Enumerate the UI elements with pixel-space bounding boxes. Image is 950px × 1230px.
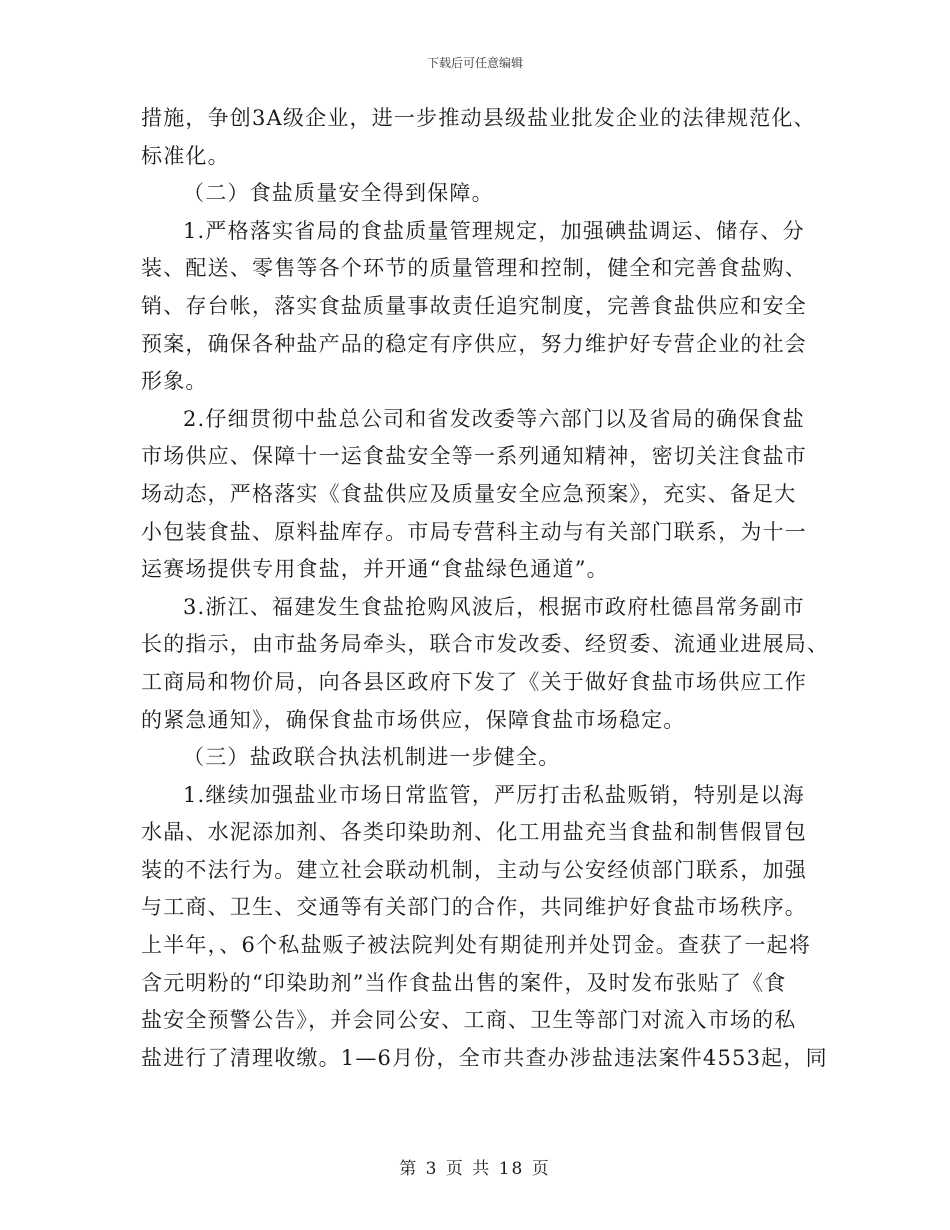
text-line: 盐安全预警公告》，并会同公安、工商、卫生等部门对流入市场的私 — [141, 1008, 797, 1033]
text-line: 含元明粉的“印染助剂”当作食盐出售的案件，及时发布张贴了《食 — [141, 970, 787, 995]
page-number: 第 3 页 共 18 页 — [399, 1159, 551, 1179]
text-line: 场动态，严格落实《食盐供应及质量安全应急预案》，充实、备足大 — [141, 481, 797, 506]
text-line: 销、存台帐，落实食盐质量事故责任追究制度，完善食盐供应和安全 — [141, 293, 807, 318]
text-line: 水晶、水泥添加剂、各类印染助剂、化工用盐充当食盐和制售假冒包 — [141, 820, 807, 845]
section-heading: （二）食盐质量安全得到保障。 — [183, 181, 494, 206]
text-line: 1.继续加强盐业市场日常监管，严厉打击私盐贩销，特别是以海 — [183, 782, 805, 807]
document-body — [141, 100, 830, 1077]
text-line: 标准化。 — [141, 143, 230, 168]
page-header: 下载后可任意编辑 — [426, 56, 523, 70]
text-line: 盐进行了清理收缴。1—6月份，全市共查办涉盐违法案件4553起，同 — [141, 1045, 828, 1070]
text-line: 形象。 — [141, 369, 208, 394]
section-heading: （三）盐政联合执法机制进一步健全。 — [183, 745, 561, 770]
text-line: 3.浙江、福建发生食盐抢购风波后，根据市政府杜德昌常务副市 — [183, 594, 805, 619]
text-line: 2.仔细贯彻中盐总公司和省发改委等六部门以及省局的确保食盐 — [183, 406, 805, 431]
text-line: 1.严格落实省局的食盐质量管理规定，加强碘盐调运、储存、分 — [183, 218, 805, 243]
text-line: 的紧急通知》，确保食盐市场供应，保障食盐市场稳定。 — [141, 707, 686, 732]
text-line: 运赛场提供专用食盐，并开通“食盐绿色通道”。 — [141, 557, 609, 582]
text-line: 小包装食盐、原料盐库存。市局专营科主动与有关部门联系，为十一 — [141, 519, 807, 544]
text-line: 与工商、卫生、交通等有关部门的合作，共同维护好食盐市场秩序。 — [141, 895, 807, 920]
text-line: 市场供应、保障十一运食盐安全等一系列通知精神，密切关注食盐市 — [141, 444, 807, 469]
text-line: 装、配送、零售等各个环节的质量管理和控制，健全和完善食盐购、 — [141, 256, 807, 281]
text-line: 长的指示，由市盐务局牵头，联合市发改委、经贸委、流通业进展局、 — [141, 632, 830, 657]
text-line: 预案，确保各种盐产品的稳定有序供应，努力维护好专营企业的社会 — [141, 331, 807, 356]
text-line: 工商局和物价局，向各县区政府下发了《关于做好食盐市场供应工作 — [141, 669, 807, 694]
text-line: 上半年，、6个私盐贩子被法院判处有期徒刑并处罚金。查获了一起将 — [141, 933, 812, 958]
text-line: 装的不法行为。建立社会联动机制，主动与公安经侦部门联系，加强 — [141, 857, 807, 882]
text-line: 措施，争创3A级企业，进一步推动县级盐业批发企业的法律规范化、 — [141, 106, 816, 130]
